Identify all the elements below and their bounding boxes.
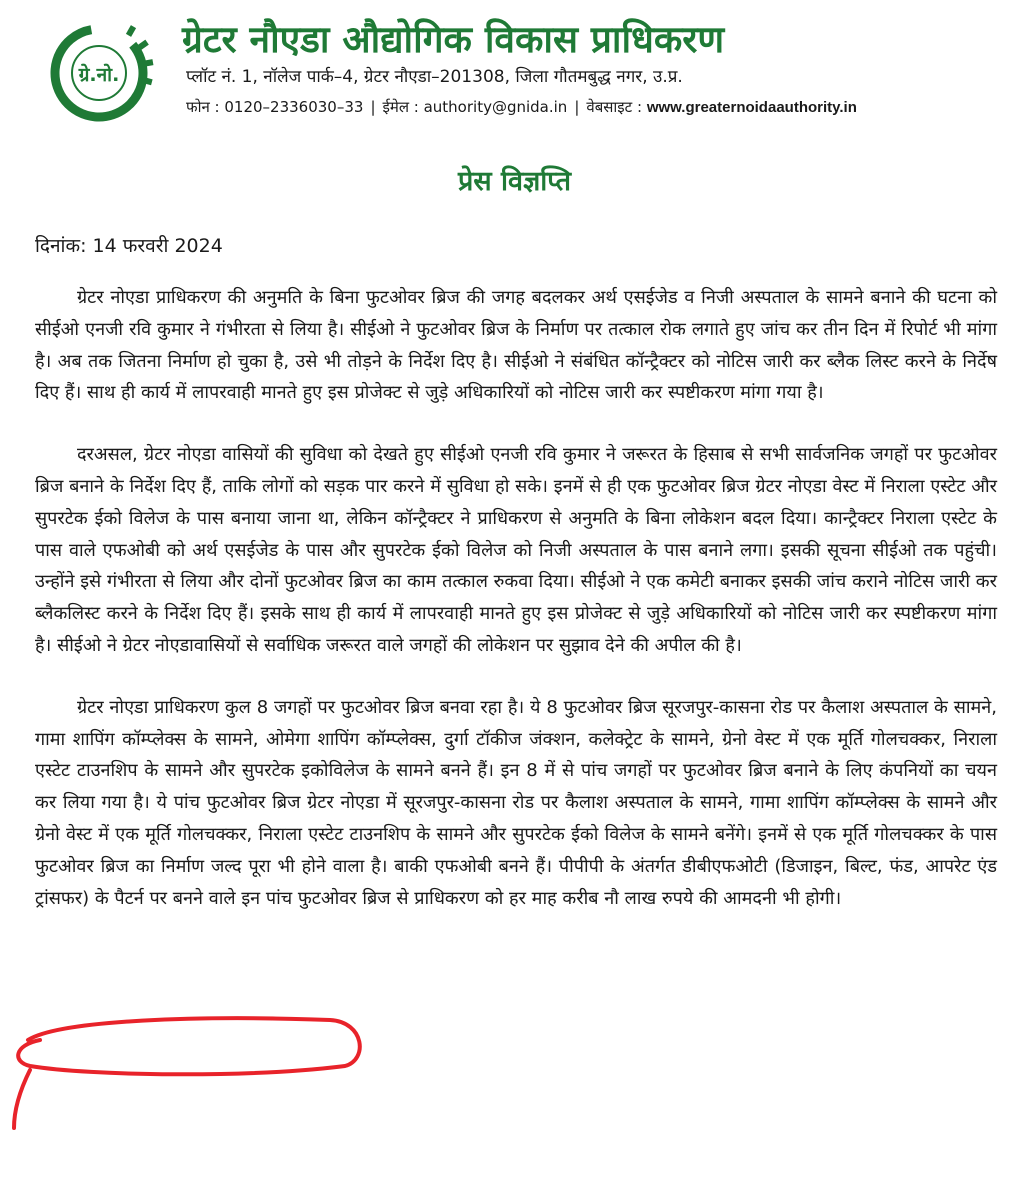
document-date: दिनांक: 14 फरवरी 2024: [35, 235, 223, 257]
website-label: वेबसाइट :: [586, 98, 643, 116]
separator: |: [370, 98, 376, 116]
press-release-body: [35, 282, 997, 944]
paragraph-3: ग्रेटर नोएडा प्राधिकरण कुल 8 जगहों पर फुटओवर ब्रिज बनवा रहा है। ये 8 फुटओवर ब्रिज सूरजपुर-कासना रोड पर कैलाश अस्पताल के सामने, गामा शापिंग कॉम्प्लेक्स के सामने, ओमेगा शापिंग कॉम्प्लेक्स, दुर्गा टॉकीज जंक्शन, कलेक्ट्रेट के सामने, ग्रेनो वेस्ट में एक मूर्ति गोलचक्कर, निराला एस्टेट टाउनशिप के सामने और सुपरटेक इकोविलेज के सामने बनने हैं। इन 8 में से पांच जगहों पर फुटओवर ब्रिज बनाने के लिए कंपनियों का चयन कर लिया गया है। ये पांच फुटओवर ब्रिज ग्रेटर नोएडा में सूरजपुर-कासना रोड पर कैलाश अस्पताल के सामने, गामा शापिंग कॉम्प्लेक्स के सामने और ग्रेनो वेस्ट में एक मूर्ति गोलचक्कर, निराला एस्टेट टाउनशिप के सामने और सुपरटेक ईको विलेज के सामने बनेंगे। इनमें से एक मूर्ति गोलचक्कर के पास फुटओवर ब्रिज का निर्माण जल्द पूरा भी होने वाला है। बाकी एफओबी बनने हैं। पीपीपी के अंतर्गत डीबीएफओटी (डिजाइन, बिल्ट, फंड, आपरेट एंड ट्रांसफर) के पैटर्न पर बनने वाले इन पांच फुटओवर ब्रिज से प्राधिकरण को हर माह करीब नौ लाख रुपये की आमदनी भी होगी।: [35, 696, 997, 909]
logo-text: ग्रे.नो.: [78, 64, 120, 86]
organization-address: प्लॉट नं. 1, नॉलेज पार्क–4, ग्रेटर नौएडा–201308, जिला गौतमबुद्ध नगर, उ.प्र.: [186, 67, 683, 87]
email-address: ईमेल : authority@gnida.in: [382, 98, 568, 116]
organization-name: ग्रेटर नौएडा औद्योगिक विकास प्राधिकरण: [182, 18, 725, 61]
phone-number: फोन : 0120–2336030–33: [186, 98, 364, 116]
authority-logo-icon: [44, 18, 154, 128]
paragraph-2: दरअसल, ग्रेटर नोएडा वासियों की सुविधा को देखते हुए सीईओ एनजी रवि कुमार ने जरूरत के हिसाब से सभी सार्वजनिक जगहों पर फुटओवर ब्रिज बनाने के निर्देश दिए हैं, ताकि लोगों को सड़क पार करने में सुविधा हो सके। इनमें से ही एक फुटओवर ब्रिज ग्रेटर नोएडा वेस्ट में निराला एस्टेट और सुपरटेक ईको विलेज के पास बनाया जाना था, लेकिन कॉन्ट्रैक्टर ने प्राधिकरण से अनुमति के बिना लोकेशन बदल दिया। कान्ट्रैक्टर निराला एस्टेट के पास वाले एफओबी को अर्थ एसईजेड के पास और सुपरटेक ईको विलेज को निजी अस्पताल के पास बनाने लगा। इसकी सूचना सीईओ तक पहुंची। उन्होंने इसे गंभीरता से लिया और दोनों फुटओवर ब्रिज का काम तत्काल रुकवा दिया। सीईओ ने एक कमेटी बनाकर इसकी जांच कराने नोटिस जारी कर ब्लैकलिस्ट करने के निर्देश दिए हैं। इसके साथ ही कार्य में लापरवाही मानते हुए इस प्रोजेक्ट से जुड़े अधिकारियों को नोटिस जारी कर स्पष्टीकरण मांगा है। सीईओ ने ग्रेटर नोएडावासियों से सर्वाधिक जरूरत वाले जगहों की लोकेशन पर सुझाव देने की अपील की है।: [35, 444, 997, 656]
paragraph-1: ग्रेटर नोएडा प्राधिकरण की अनुमति के बिना फुटओवर ब्रिज की जगह बदलकर अर्थ एसईजेड व निजी अस्पताल के सामने बनाने की घटना को सीईओ एनजी रवि कुमार ने गंभीरता से लिया है। सीईओ ने फुटओवर ब्रिज के निर्माण पर तत्काल रोक लगाते हुए जांच कर तीन दिन में रिपोर्ट भी मांगा है। अब तक जितना निर्माण हो चुका है, उसे भी तोड़ने के निर्देश दिए है। सीईओ ने संबंधित कॉन्ट्रैक्टर को नोटिस जारी कर ब्लैक लिस्ट करने के निर्देष दिए हैं। साथ ही कार्य में लापरवाही मानते हुए इस प्रोजेक्ट से जुड़े अधिकारियों को नोटिस जारी कर स्पष्टीकरण मांगा गया है।: [35, 287, 997, 404]
website-link[interactable]: www.greaternoidaauthority.in: [646, 99, 857, 116]
contact-line: [186, 96, 857, 119]
document-title: प्रेस विज्ञप्ति: [457, 166, 572, 197]
separator: |: [574, 98, 580, 116]
letterhead: [20, 14, 1010, 126]
